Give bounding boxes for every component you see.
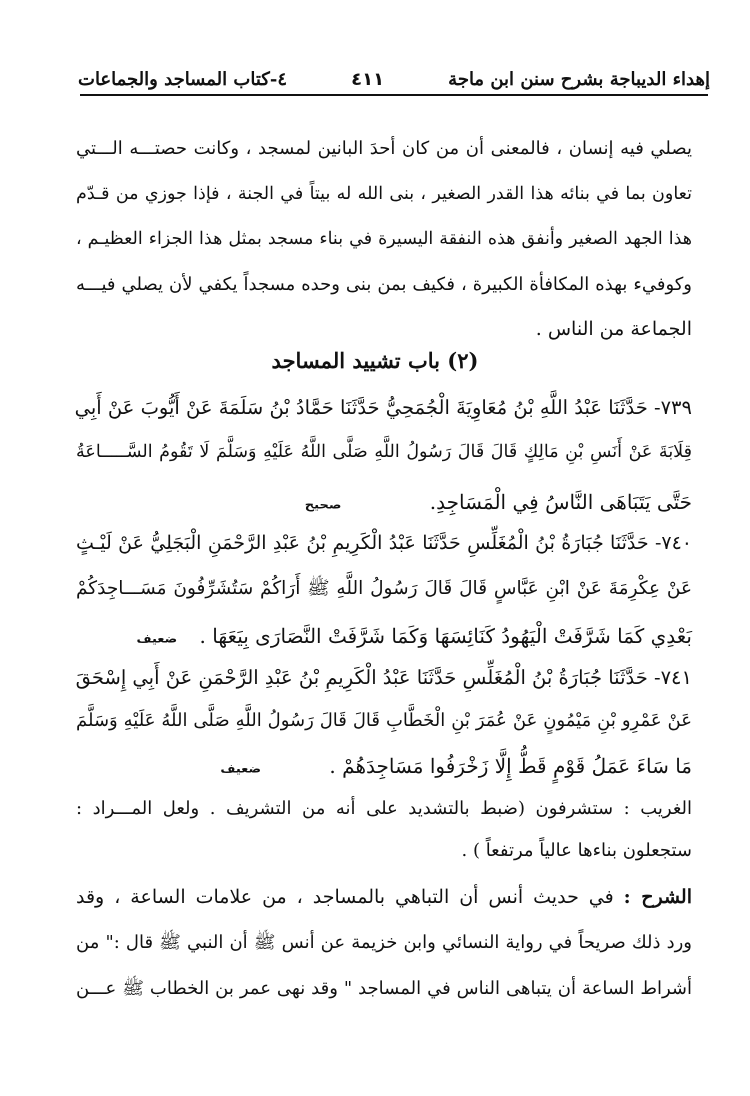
book-title: إهداء الديباجة بشرح سنن ابن ماجة — [448, 69, 710, 90]
hadith-741-line — [76, 754, 692, 778]
hadith-739-line: ٧٣٩- حَدَّثَنَا عَبْدُ اللَّهِ بْنُ مُعَاوِيَةَ الْجُمَحِيُّ حَدَّثَنَا حَمَّادُ بْنُ سَلَمَةَ عَنْ أَيُّوبَ عَنْ أَبِي — [74, 396, 692, 419]
intro-line: يصلي فيه إنسان ، فالمعنى أن من كان أحدَ البانين لمسجد ، وكانت حصتـــه الـــتي — [76, 138, 692, 159]
hadith-740-line: ٧٤٠- حَدَّثَنَا جُبَارَةُ بْنُ الْمُغَلِّسِ حَدَّثَنَا عَبْدُ الْكَرِيمِ بْنُ عَبْدِ الرَّحْمَنِ الْبَجَلِيُّ عَنْ لَيْـثٍ — [76, 532, 692, 554]
sharh-text: في حديث أنس أن التباهي بالمساجد ، من علامات الساعة ، وقد — [76, 886, 624, 908]
chapter-heading: (٢) باب تشييد المساجد — [271, 348, 479, 373]
header-divider — [80, 94, 708, 96]
gharib-line: ستجعلون بناءها عالياً مرتفعاً ) . — [461, 840, 692, 861]
hadith-740-line: عَنْ عِكْرِمَةَ عَنْ ابْنِ عَبَّاسٍ قَالَ قَالَ رَسُولُ اللَّهِ ﷺ أَرَاكُمْ سَتُشَرِّفُونَ مَسَـــاجِدَكُمْ — [76, 578, 692, 599]
sharh-line: أشراط الساعة أن يتباهى الناس في المساجد " وقد نهى عمر بن الخطاب ﷺ عـــن — [76, 978, 692, 999]
hadith-741-grade: ضعيف — [220, 762, 262, 777]
intro-line: هذا الجهد الصغير وأنفق هذه النفقة اليسيرة في بناء مسجد بمثل هذا الجزاء العظيـم ، — [76, 229, 692, 249]
sharh-line: ورد ذلك صريحاً في رواية النسائي وابن خزيمة عن أنس ﷺ أن النبي ﷺ قال :" من — [76, 932, 692, 953]
page-number: ٤١١ — [351, 69, 385, 90]
hadith-740-text: بَعْدِي كَمَا شَرَّفَتْ الْيَهُودُ كَنَائِسَهَا وَكَمَا شَرَّفَتْ النَّصَارَى بِيَعَهَا . — [199, 624, 692, 648]
intro-line: وكوفيء بهذه المكافأة الكبيرة ، فكيف بمن بنى وحده مسجداً يكفي لأن يصلي فيـــه — [76, 274, 692, 295]
hadith-740-line — [76, 624, 692, 648]
intro-line: تعاون بما في بنائه هذا القدر الصغير ، بنى الله له بيتاً في الجنة ، فإذا جوزي من قـدّم — [76, 184, 692, 204]
hadith-741-line: عَنْ عَمْرِو بْنِ مَيْمُونٍ عَنْ عُمَرَ بْنِ الْخَطَّابِ قَالَ قَالَ رَسُولُ اللَّهِ صَلَّى اللَّهُ عَلَيْهِ وَسَلَّمَ — [76, 710, 692, 731]
hadith-739-line — [76, 490, 692, 514]
hadith-741-text: مَا سَاءَ عَمَلُ قَوْمٍ قَطُّ إِلَّا زَخْرَفُوا مَسَاجِدَهُمْ . — [329, 754, 692, 778]
hadith-741-line: ٧٤١- حَدَّثَنَا جُبَارَةُ بْنُ الْمُغَلِّسِ حَدَّثَنَا عَبْدُ الْكَرِيمِ بْنُ عَبْدِ الرَّحْمَنِ عَنْ أَبِي إِسْحَقَ — [75, 666, 692, 689]
hadith-739-grade: صحيح — [304, 498, 342, 513]
page-header — [78, 58, 710, 90]
section-title: ٤-كتاب المساجد والجماعات — [78, 69, 287, 90]
gharib-line: الغريب : ستشرفون (ضبط بالتشديد على أنه من التشريف . ولعل المـــراد : — [76, 798, 692, 819]
sharh-line — [76, 886, 692, 909]
sharh-label: الشرح : — [623, 886, 692, 908]
hadith-740-grade: ضعيف — [136, 632, 178, 647]
hadith-739-text: حَتَّى يَتَبَاهَى النَّاسُ فِي الْمَسَاجِدِ. — [429, 490, 692, 514]
hadith-739-line: قِلَابَةَ عَنْ أَنَسِ بْنِ مَالِكٍ قَالَ قَالَ رَسُولُ اللَّهِ صَلَّى اللَّهُ عَلَيْهِ وَسَلَّمَ لَا تَقُومُ السَّـــــاعَةُ — [76, 442, 692, 462]
intro-line: الجماعة من الناس . — [535, 318, 692, 340]
